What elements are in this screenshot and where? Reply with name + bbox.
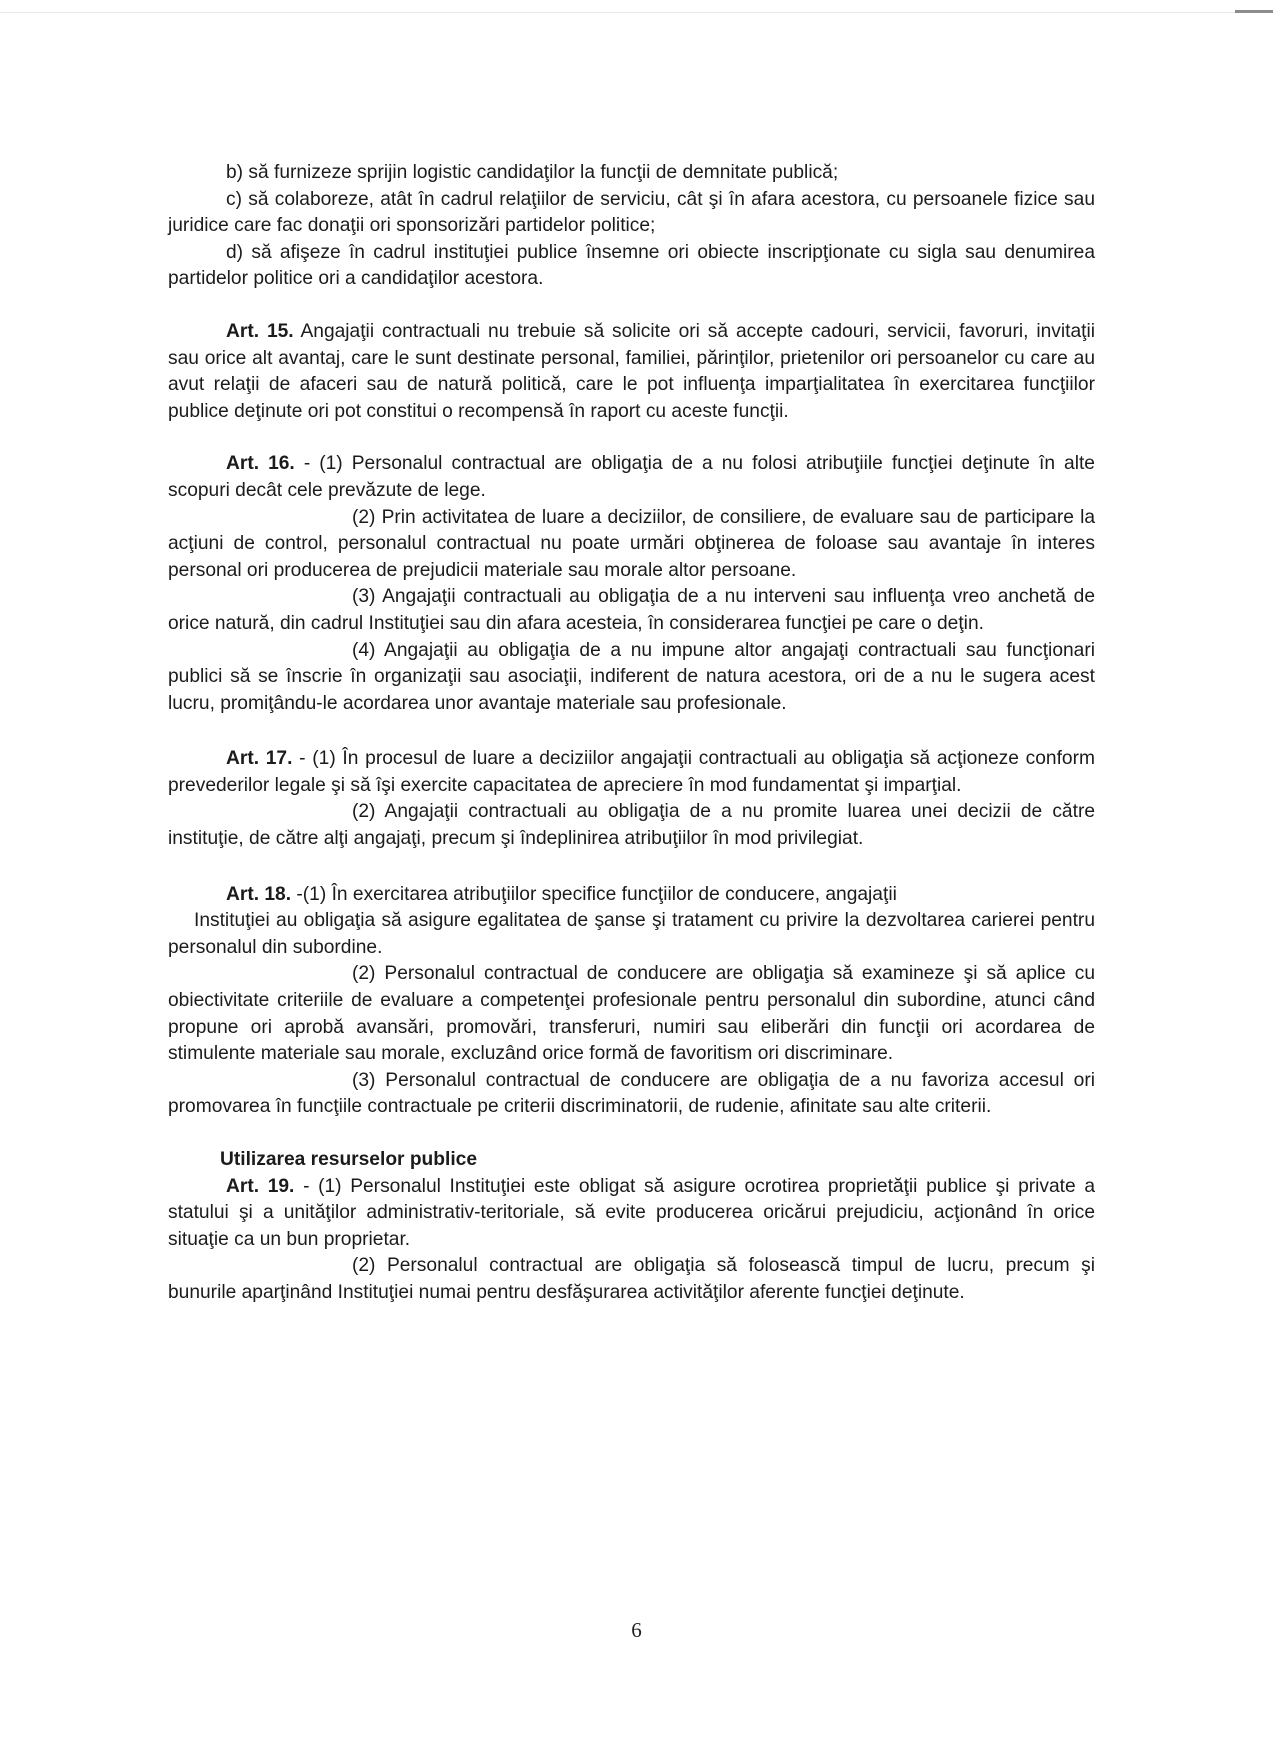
article-18-p1-head: -(1) În exercitarea atribuţiilor specifice funcţiilor de conducere, angajaţii	[296, 883, 897, 905]
article-16-label: Art. 16.	[226, 453, 295, 475]
article-16-paragraph-1	[168, 451, 1095, 504]
article-17-label: Art. 17.	[226, 748, 293, 770]
article-17-p1-text: - (1) În procesul de luare a deciziilor angajaţii contractuali au obligaţia să acţioneze conform prevederilor legale şi să îşi exercite capacitatea de apreciere în mod fundamentat şi imparţial.	[168, 748, 1095, 796]
article-19-paragraph-2: (2) Personalul contractual are obligaţia să folosească timpul de lucru, precum şi bunurile aparţinând Instituţiei numai pentru desfăşurarea activităţilor aferente funcţiei deţinute.	[168, 1255, 1095, 1303]
article-19-p1-text: - (1) Personalul Instituţiei este obligat să asigure ocrotirea proprietăţii publice şi private a statului şi a unităţilor administrativ-teritoriale, să evite producerea oricărui prejudiciu, acţionând în orice situaţie ca un bun proprietar.	[168, 1175, 1096, 1250]
article-17-paragraph-2: (2) Angajaţii contractuali au obligaţia de a nu promite luarea unei decizii de către instituţie, de către alţi angajaţi, precum şi îndeplinirea atribuţiilor în mod privilegiat.	[168, 801, 1095, 850]
page-number: 6	[631, 1618, 642, 1642]
article-16-paragraph-3: (3) Angajaţii contractuali au obligaţia de a nu interveni sau influenţa vreo anchetă de orice natură, din cadrul Instituţiei sau din afara acesteia, în considerarea funcţiei pe care o deţin.	[168, 586, 1095, 634]
section-heading: Utilizarea resurselor publice	[220, 1149, 477, 1170]
article-19-label: Art. 19.	[226, 1175, 295, 1197]
item-c: c) să colaboreze, atât în cadrul relaţiilor de serviciu, cât şi în afara acestora, cu persoanele fizice sau juridice care fac donaţii ori sponsorizări partidelor politice;	[168, 188, 1095, 237]
article-18-label: Art. 18.	[226, 883, 292, 905]
article-15-label: Art. 15.	[226, 320, 294, 342]
item-d: d) să afişeze în cadrul instituţiei publice însemne ori obiecte inscripţionate cu sigla sau denumirea partidelor politice ori a candidaţilor acestora.	[168, 241, 1095, 290]
article-15	[168, 319, 1095, 425]
article-16-p1-text: - (1) Personalul contractual are obligaţia de a nu folosi atribuţiile funcţiei deţinute în alte scopuri decât cele prevăzute de lege.	[168, 453, 1095, 501]
article-18-heading-line	[168, 882, 1095, 909]
article-19-paragraph-1	[168, 1174, 1095, 1254]
scan-edge-rule	[0, 12, 1273, 13]
article-18-paragraph-3: (3) Personalul contractual de conducere are obligaţia de a nu favoriza accesul ori promovarea în funcţiile contractuale pe criterii discriminatorii, de rudenie, afinitate sau alte criterii.	[168, 1069, 1095, 1118]
article-18-paragraph-1-rest: Instituţiei au obligaţia să asigure egalitatea de şanse şi tratament cu privire la dezvoltarea carierei pentru personalul din subordine.	[168, 910, 1095, 958]
article-16-paragraph-4: (4) Angajaţii au obligaţia de a nu impune altor angajaţi contractuali sau funcţionari publici să se înscrie în organizaţii sau asociaţii, indiferent de natura acestora, ori de a nu le sugera acest lucru, promiţându-le acordarea unor avantaje materiale sau profesionale.	[168, 639, 1095, 714]
article-15-text: Angajaţii contractuali nu trebuie să solicite ori să accepte cadouri, servicii, favoruri, invitaţii sau orice alt avantaj, care le sunt destinate personal, familiei, părinţilor, prietenilor ori persoanelor cu care au avut relaţii de afaceri sau de natură politică, care le pot influenţa imparţialitatea în exercitarea funcţiilor publice deţinute ori pot constitui o recompensă în raport cu aceste funcţii.	[168, 320, 1095, 422]
article-17-paragraph-1	[168, 746, 1095, 799]
item-b: b) să furnizeze sprijin logistic candidaţilor la funcţii de demnitate publică;	[226, 162, 839, 183]
article-16-paragraph-2: (2) Prin activitatea de luare a deciziilor, de consiliere, de evaluare sau de participare la acţiuni de control, personalul contractual nu poate urmări obţinerea de foloase sau avantaje în interes personal ori producerea de prejudicii materiale sau morale altor persoane.	[168, 506, 1095, 581]
article-18-paragraph-2: (2) Personalul contractual de conducere are obligaţia să examineze şi să aplice cu obiectivitate criteriile de evaluare a competenţei profesionale pentru personalul din subordine, atunci când propune ori aprobă avansări, promovări, transferuri, numiri sau eliberări din funcţii ori acordarea de stimulente materiale sau morale, excluzând orice formă de favoritism ori discriminare.	[168, 963, 1095, 1065]
document-page	[168, 160, 1095, 1307]
